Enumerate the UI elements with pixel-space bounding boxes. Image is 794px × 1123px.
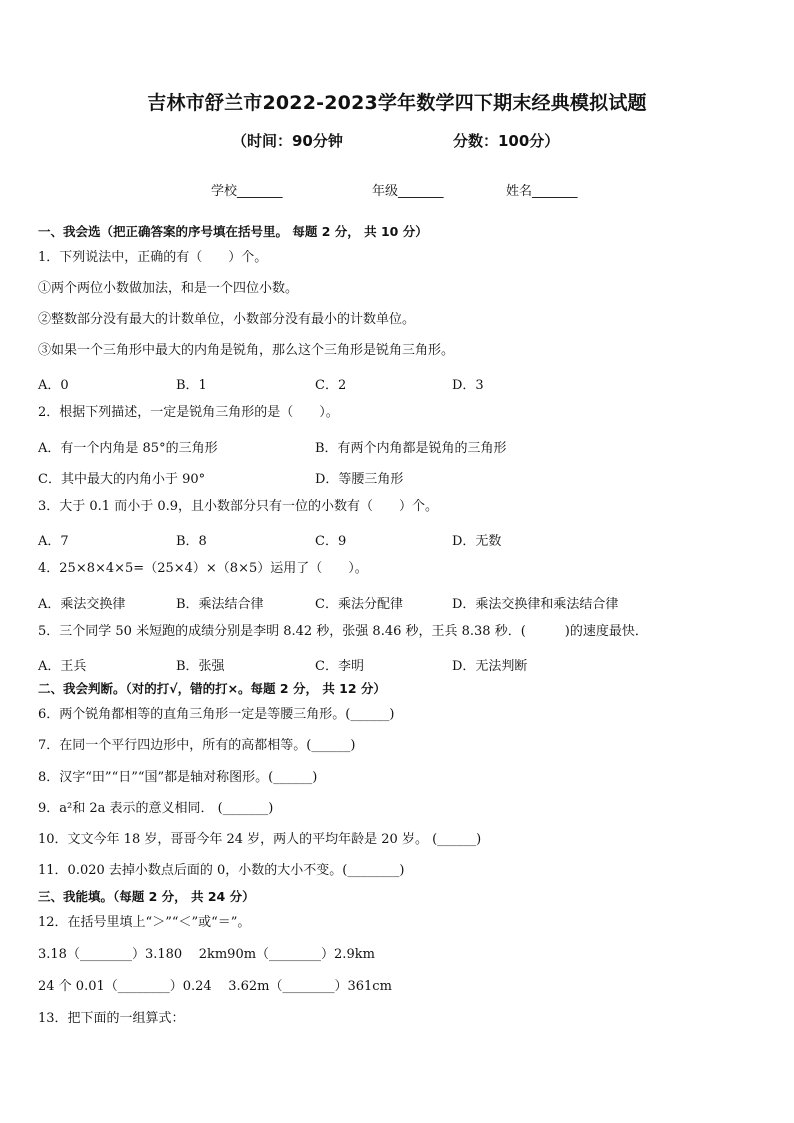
q1-option-c: C．2 bbox=[315, 378, 347, 393]
school-field: 学校_______ bbox=[211, 184, 283, 199]
section3-heading: 三、我能填。（每题 2 分， 共 24 分） bbox=[38, 889, 255, 904]
q3-option-c: C．9 bbox=[315, 534, 347, 549]
q1-stem: 1．下列说法中，正确的有（ ）个。 bbox=[38, 250, 268, 265]
section1-heading: 一、我会选（把正确答案的序号填在括号里。 每题 2 分， 共 10 分） bbox=[38, 224, 428, 239]
q13-stem: 13．把下面的一组算式： bbox=[38, 1011, 185, 1026]
q2-stem: 2．根据下列描述，一定是锐角三角形的是（ ）。 bbox=[38, 405, 339, 420]
q2-option-c: C．其中最大的内角小于 90° bbox=[38, 472, 206, 487]
q1-option-b: B．1 bbox=[176, 378, 207, 393]
q1-statement-2: ②整数部分没有最大的计数单位，小数部分没有最小的计数单位。 bbox=[38, 312, 416, 327]
q6-statement: 6．两个锐角都相等的直角三角形一定是等腰三角形。(______) bbox=[38, 707, 395, 722]
q4-option-c: C．乘法分配律 bbox=[315, 597, 403, 612]
q3-option-d: D．无数 bbox=[452, 534, 502, 549]
q12-row-1: 3.18（________）3.180 2km90m（________）2.9km bbox=[38, 947, 375, 962]
grade-field: 年级_______ bbox=[372, 184, 444, 199]
q9-statement: 9．a²和 2a 表示的意义相同． (_______) bbox=[38, 801, 274, 816]
q1-option-d: D．3 bbox=[452, 378, 484, 393]
q4-option-a: A．乘法交换律 bbox=[38, 597, 126, 612]
q11-statement: 11．0.020 去掉小数点后面的 0，小数的大小不变。(________) bbox=[38, 863, 405, 878]
q12-stem: 12．在括号里填上“＞”“＜”或“＝”。 bbox=[38, 915, 251, 930]
exam-title: 吉林市舒兰市2022-2023学年数学四下期末经典模拟试题 bbox=[147, 92, 647, 114]
q5-option-b: B．张强 bbox=[176, 659, 225, 674]
q4-stem: 4．25×8×4×5=（25×4）×（8×5）运用了（ ）。 bbox=[38, 561, 368, 576]
q1-statement-3: ③如果一个三角形中最大的内角是锐角，那么这个三角形是锐角三角形。 bbox=[38, 343, 455, 358]
q8-statement: 8．汉字“田”“日”“国”都是轴对称图形。(______) bbox=[38, 770, 318, 785]
q4-option-d: D．乘法交换律和乘法结合律 bbox=[452, 597, 619, 612]
section2-heading: 二、我会判断。（对的打√，错的打×。每题 2 分， 共 12 分） bbox=[38, 681, 386, 696]
q5-option-a: A．王兵 bbox=[38, 659, 87, 674]
q2-option-b: B．有两个内角都是锐角的三角形 bbox=[315, 441, 507, 456]
q5-option-c: C．李明 bbox=[315, 659, 364, 674]
q10-statement: 10．文文今年 18 岁，哥哥今年 24 岁，两人的平均年龄是 20 岁。 (______) bbox=[38, 832, 482, 847]
q3-stem: 3．大于 0.1 而小于 0.9，且小数部分只有一位的小数有（ ）个。 bbox=[38, 499, 439, 514]
q5-option-d: D．无法判断 bbox=[452, 659, 528, 674]
name-field: 姓名_______ bbox=[506, 184, 578, 199]
q1-statement-1: ①两个两位小数做加法，和是一个四位小数。 bbox=[38, 281, 299, 296]
q7-statement: 7．在同一个平行四边形中，所有的高都相等。(______) bbox=[38, 738, 356, 753]
q2-option-a: A．有一个内角是 85°的三角形 bbox=[38, 441, 218, 456]
q2-option-d: D．等腰三角形 bbox=[315, 472, 404, 487]
q3-option-a: A．7 bbox=[38, 534, 69, 549]
q12-row-2: 24 个 0.01（________）0.24 3.62m（________）361cm bbox=[38, 979, 392, 994]
q4-option-b: B．乘法结合律 bbox=[176, 597, 264, 612]
exam-time: （时间：90分钟 bbox=[232, 132, 343, 150]
q3-option-b: B．8 bbox=[176, 534, 207, 549]
exam-score: 分数：100分） bbox=[453, 132, 560, 150]
q1-option-a: A．0 bbox=[38, 378, 69, 393]
q5-stem: 5．三个同学 50 米短跑的成绩分别是李明 8.42 秒，张强 8.46 秒，王兵 8.38 秒．( )的速度最快． bbox=[38, 624, 648, 639]
